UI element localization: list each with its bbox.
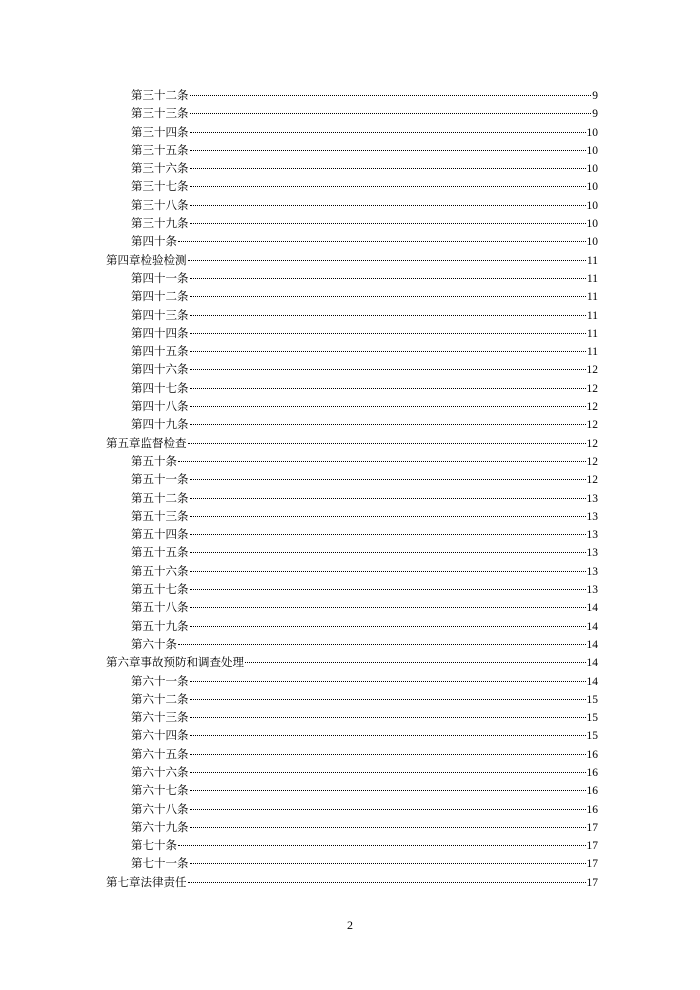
toc-dot-leader (245, 662, 586, 663)
toc-entry-label: 第七十一条 (131, 856, 189, 871)
toc-entry-page: 13 (586, 565, 598, 578)
toc-dot-leader (190, 351, 586, 352)
toc-entry-page: 14 (586, 657, 598, 670)
toc-dot-leader (190, 168, 586, 169)
toc-entry-page: 17 (586, 858, 598, 871)
toc-entry-page: 12 (586, 437, 598, 450)
toc-article-entry[interactable] (106, 489, 598, 507)
toc-entry-label: 第五十六条 (131, 563, 189, 578)
toc-article-entry[interactable] (106, 196, 598, 214)
toc-entry-page: 13 (586, 529, 598, 542)
toc-chapter-entry[interactable] (106, 251, 598, 269)
toc-article-entry[interactable] (106, 562, 598, 580)
toc-entry-label: 第六十条 (131, 636, 177, 651)
toc-dot-leader (190, 607, 586, 608)
toc-entry-label: 第四十七条 (131, 380, 189, 395)
toc-entry-page: 12 (586, 474, 598, 487)
toc-entry-page: 10 (586, 163, 598, 176)
toc-entry-page: 13 (586, 492, 598, 505)
toc-entry-label: 第六章事故预防和调查处理 (106, 655, 244, 670)
toc-article-entry[interactable] (106, 379, 598, 397)
toc-entry-label: 第五十条 (131, 453, 177, 468)
toc-entry-label: 第五章监督检查 (106, 435, 187, 450)
toc-entry-label: 第五十二条 (131, 490, 189, 505)
toc-entry-label: 第三十七条 (131, 179, 189, 194)
toc-entry-label: 第三十四条 (131, 124, 189, 139)
toc-entry-page: 11 (586, 327, 598, 340)
toc-dot-leader (190, 95, 592, 96)
toc-entry-label: 第七十条 (131, 838, 177, 853)
toc-article-entry[interactable] (106, 287, 598, 305)
toc-dot-leader (190, 150, 586, 151)
toc-entry-label: 第六十五条 (131, 746, 189, 761)
toc-dot-leader (190, 681, 586, 682)
toc-entry-label: 第六十一条 (131, 673, 189, 688)
toc-entry-page: 14 (586, 620, 598, 633)
toc-dot-leader (190, 534, 586, 535)
toc-article-entry[interactable] (106, 86, 598, 104)
toc-dot-leader (178, 845, 586, 846)
toc-dot-leader (190, 132, 586, 133)
toc-entry-page: 9 (592, 90, 598, 102)
toc-entry-page: 13 (586, 547, 598, 560)
toc-chapter-entry[interactable] (106, 653, 598, 671)
toc-entry-page: 13 (586, 584, 598, 597)
toc-entry-page: 17 (586, 840, 598, 853)
toc-entry-label: 第四十九条 (131, 417, 189, 432)
toc-dot-leader (190, 315, 586, 316)
toc-entry-page: 11 (586, 346, 598, 359)
toc-entry-page: 10 (586, 126, 598, 139)
toc-article-entry[interactable] (106, 324, 598, 342)
toc-entry-label: 第四十六条 (131, 362, 189, 377)
toc-entry-label: 第三十五条 (131, 142, 189, 157)
toc-dot-leader (188, 260, 586, 261)
toc-entry-label: 第四十四条 (131, 325, 189, 340)
toc-entry-page: 12 (586, 419, 598, 432)
toc-dot-leader (190, 278, 586, 279)
toc-entry-label: 第六十四条 (131, 728, 189, 743)
toc-article-entry[interactable] (106, 177, 598, 195)
toc-entry-page: 17 (586, 821, 598, 834)
toc-entry-page: 11 (586, 272, 598, 285)
toc-article-entry[interactable] (106, 745, 598, 763)
toc-article-entry[interactable] (106, 580, 598, 598)
page-number: 2 (347, 918, 353, 932)
toc-dot-leader (190, 571, 586, 572)
toc-article-entry[interactable] (106, 854, 598, 872)
toc-entry-page: 9 (592, 108, 598, 121)
toc-entry-page: 10 (586, 144, 598, 157)
toc-entry-page: 12 (586, 455, 598, 468)
toc-entry-label: 第五十八条 (131, 600, 189, 615)
toc-article-entry[interactable] (106, 415, 598, 433)
toc-chapter-entry[interactable] (106, 873, 598, 891)
toc-entry-label: 第三十六条 (131, 161, 189, 176)
toc-article-entry[interactable] (106, 543, 598, 561)
toc-entry-page: 12 (586, 382, 598, 395)
toc-dot-leader (190, 205, 586, 206)
toc-entry-page: 17 (586, 876, 598, 889)
toc-entry-label: 第三十三条 (131, 106, 189, 121)
toc-dot-leader (190, 552, 586, 553)
toc-dot-leader (190, 735, 586, 736)
toc-entry-label: 第六十三条 (131, 710, 189, 725)
toc-article-entry[interactable] (106, 525, 598, 543)
toc-entry-page: 15 (586, 712, 598, 725)
toc-dot-leader (178, 461, 586, 462)
toc-article-entry[interactable] (106, 763, 598, 781)
toc-entry-label: 第四十八条 (131, 399, 189, 414)
toc-entry-label: 第六十九条 (131, 819, 189, 834)
table-of-contents (106, 86, 598, 891)
toc-article-entry[interactable] (106, 452, 598, 470)
toc-article-entry[interactable] (106, 141, 598, 159)
toc-entry-page: 10 (586, 199, 598, 212)
toc-entry-page: 10 (586, 181, 598, 194)
toc-dot-leader (190, 479, 586, 480)
toc-article-entry[interactable] (106, 159, 598, 177)
toc-article-entry[interactable] (106, 598, 598, 616)
toc-entry-label: 第六十八条 (131, 801, 189, 816)
toc-entry-page: 16 (586, 748, 598, 761)
toc-dot-leader (190, 186, 586, 187)
toc-entry-label: 第四十二条 (131, 289, 189, 304)
toc-dot-leader (190, 516, 586, 517)
toc-dot-leader (190, 223, 586, 224)
toc-dot-leader (190, 406, 586, 407)
toc-dot-leader (190, 699, 586, 700)
toc-dot-leader (190, 717, 586, 718)
toc-dot-leader (190, 809, 586, 810)
toc-dot-leader (178, 644, 586, 645)
toc-entry-page: 12 (586, 401, 598, 414)
toc-entry-label: 第六十二条 (131, 691, 189, 706)
toc-chapter-entry[interactable] (106, 434, 598, 452)
toc-article-entry[interactable] (106, 507, 598, 525)
toc-entry-label: 第三十九条 (131, 216, 189, 231)
toc-dot-leader (190, 772, 586, 773)
toc-entry-page: 16 (586, 803, 598, 816)
toc-article-entry[interactable] (106, 306, 598, 324)
toc-article-entry[interactable] (106, 617, 598, 635)
toc-article-entry[interactable] (106, 214, 598, 232)
toc-entry-page: 14 (586, 675, 598, 688)
toc-entry-label: 第四十五条 (131, 344, 189, 359)
toc-dot-leader (190, 369, 586, 370)
toc-entry-label: 第四十三条 (131, 307, 189, 322)
toc-entry-page: 14 (586, 638, 598, 651)
toc-entry-label: 第五十三条 (131, 508, 189, 523)
toc-entry-page: 15 (586, 693, 598, 706)
toc-dot-leader (190, 790, 586, 791)
toc-dot-leader (190, 589, 586, 590)
toc-entry-label: 第四章检验检测 (106, 252, 187, 267)
toc-entry-page: 16 (586, 766, 598, 779)
toc-entry-label: 第四十条 (131, 234, 177, 249)
toc-article-entry[interactable] (106, 470, 598, 488)
toc-article-entry[interactable] (106, 818, 598, 836)
toc-article-entry[interactable] (106, 800, 598, 818)
toc-article-entry[interactable] (106, 232, 598, 250)
toc-dot-leader (178, 241, 586, 242)
toc-dot-leader (188, 443, 586, 444)
toc-entry-label: 第四十一条 (131, 270, 189, 285)
toc-dot-leader (190, 863, 586, 864)
toc-dot-leader (190, 296, 586, 297)
toc-entry-page: 11 (586, 309, 598, 322)
toc-entry-label: 第六十七条 (131, 783, 189, 798)
toc-article-entry[interactable] (106, 342, 598, 360)
toc-article-entry[interactable] (106, 123, 598, 141)
toc-entry-label: 第五十九条 (131, 618, 189, 633)
toc-entry-label: 第六十六条 (131, 764, 189, 779)
toc-article-entry[interactable] (106, 781, 598, 799)
toc-article-entry[interactable] (106, 836, 598, 854)
toc-entry-label: 第七章法律责任 (106, 874, 187, 889)
toc-entry-label: 第五十七条 (131, 582, 189, 597)
toc-dot-leader (190, 827, 586, 828)
toc-entry-label: 第五十一条 (131, 472, 189, 487)
toc-entry-label: 第三十二条 (131, 88, 189, 102)
toc-article-entry[interactable] (106, 360, 598, 378)
toc-entry-page: 11 (586, 254, 598, 267)
toc-dot-leader (190, 626, 586, 627)
toc-entry-page: 16 (586, 785, 598, 798)
toc-article-entry[interactable] (106, 104, 598, 122)
toc-dot-leader (188, 882, 586, 883)
toc-article-entry[interactable] (106, 708, 598, 726)
toc-entry-page: 10 (586, 218, 598, 231)
toc-entry-label: 第三十八条 (131, 197, 189, 212)
toc-article-entry[interactable] (106, 690, 598, 708)
toc-entry-page: 10 (586, 236, 598, 249)
toc-article-entry[interactable] (106, 672, 598, 690)
toc-entry-label: 第五十五条 (131, 545, 189, 560)
toc-article-entry[interactable] (106, 635, 598, 653)
toc-entry-page: 13 (586, 510, 598, 523)
toc-entry-page: 12 (586, 364, 598, 377)
toc-entry-page: 14 (586, 602, 598, 615)
toc-article-entry[interactable] (106, 397, 598, 415)
toc-dot-leader (190, 113, 592, 114)
toc-dot-leader (190, 333, 586, 334)
toc-dot-leader (190, 498, 586, 499)
toc-dot-leader (190, 754, 586, 755)
toc-entry-page: 15 (586, 730, 598, 743)
toc-article-entry[interactable] (106, 269, 598, 287)
toc-article-entry[interactable] (106, 726, 598, 744)
toc-entry-label: 第五十四条 (131, 527, 189, 542)
toc-dot-leader (190, 388, 586, 389)
toc-dot-leader (190, 424, 586, 425)
toc-entry-page: 11 (586, 291, 598, 304)
